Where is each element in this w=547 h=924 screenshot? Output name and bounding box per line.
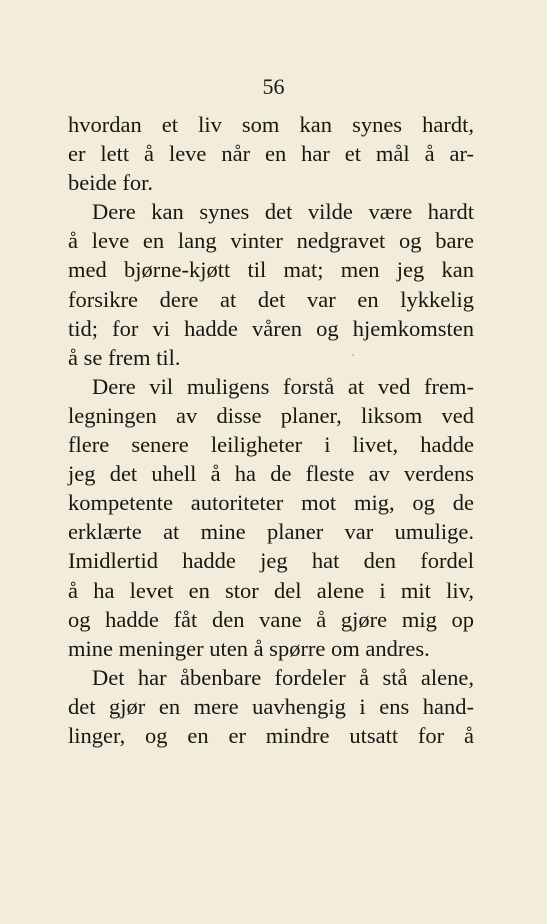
text-line: Imidlertid hadde jeg hat den fordel <box>68 548 474 574</box>
text-line: mine meninger uten å spørre om andres. <box>68 635 430 661</box>
text-line: Dere kan synes det vilde være hardt <box>92 199 474 225</box>
text-line: Det har åbenbare fordeler å stå alene, <box>92 664 474 690</box>
text-line: og hadde fåt den vane å gjøre mig op <box>68 606 474 632</box>
paragraph-1 <box>68 110 474 197</box>
text-line: linger, og en er mindre utsatt for å <box>68 722 474 748</box>
body-text <box>68 110 474 750</box>
text-line: Dere vil muligens forstå at ved frem- <box>92 373 474 399</box>
text-line: tid; for vi hadde våren og hjemkomsten <box>68 315 474 341</box>
text-line: forsikre dere at det var en lykkelig <box>68 286 474 312</box>
text-line: å leve en lang vinter nedgravet og bare <box>68 228 474 254</box>
text-line: med bjørne-kjøtt til mat; men jeg kan <box>68 257 474 283</box>
text-line: legningen av disse planer, liksom ved <box>68 402 474 428</box>
text-line: å ha levet en stor del alene i mit liv, <box>68 577 474 603</box>
text-line: beide for. <box>68 170 153 196</box>
paragraph-2 <box>68 197 474 372</box>
page-number: 56 <box>262 74 285 99</box>
text-line: kompetente autoriteter mot mig, og de <box>68 490 474 516</box>
paragraph-4 <box>68 663 474 750</box>
text-line: det gjør en mere uavhengig i ens hand- <box>68 693 474 719</box>
paragraph-3 <box>68 372 474 663</box>
text-line: flere senere leiligheter i livet, hadde <box>68 432 474 458</box>
text-line: hvordan et liv som kan synes hardt, <box>68 112 474 137</box>
text-line: er lett å leve når en har et mål å ar- <box>68 141 474 167</box>
text-line: å se frem til. <box>68 344 181 370</box>
text-line: erklærte at mine planer var umulige. <box>68 519 474 545</box>
paper-speck <box>352 354 354 356</box>
text-line: jeg det uhell å ha de fleste av verdens <box>68 461 474 487</box>
